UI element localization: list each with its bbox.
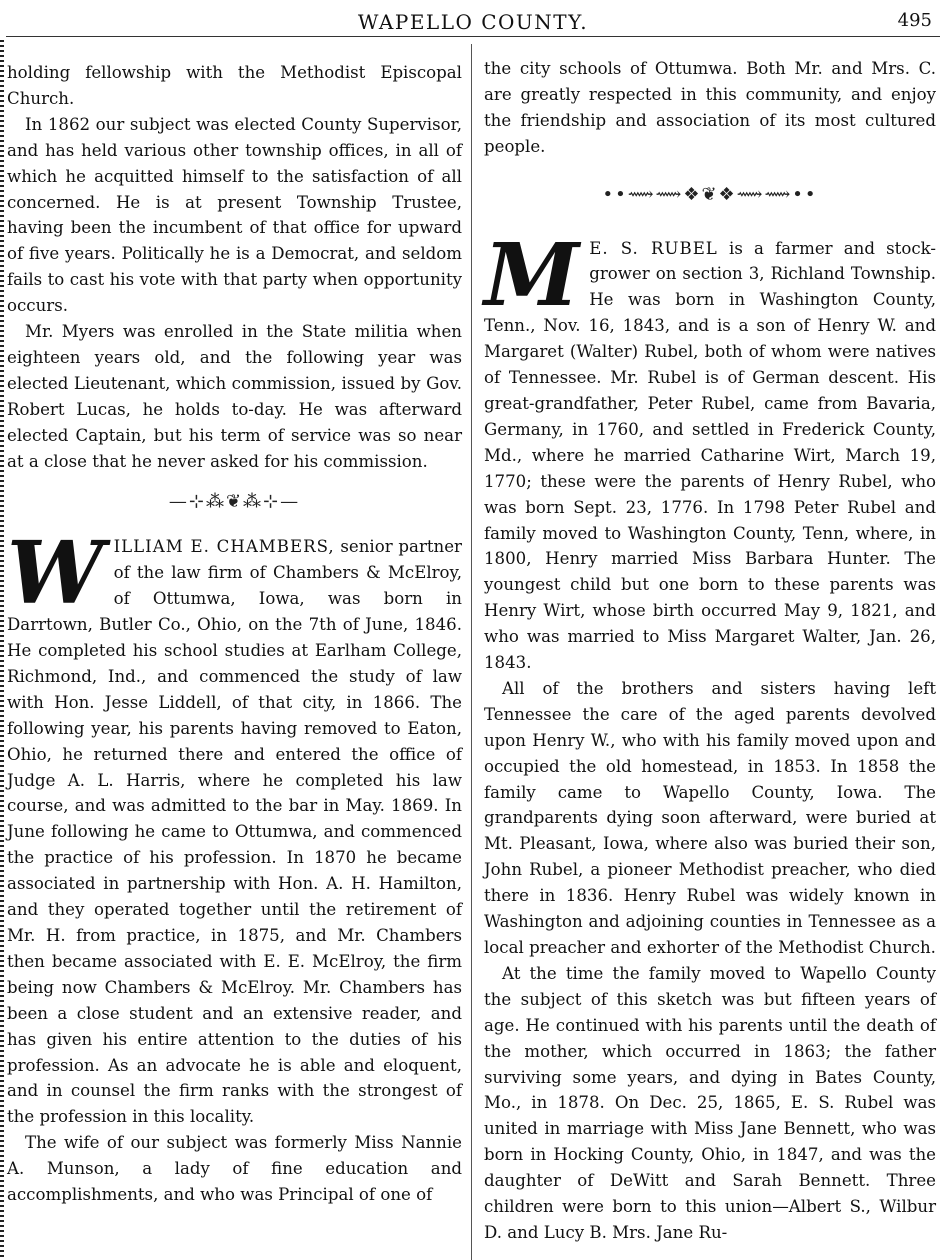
paragraph: The wife of our subject was formerly Miss Nannie A. Munson, a lady of fine education and accomplishments, and who was Principal of one of	[7, 1133, 462, 1205]
drop-cap: M	[484, 224, 580, 326]
paragraph: the city schools of Ottumwa. Both Mr. and Mrs. C. are greatly respected in this community, and enjoy the friendship and association of its most cultured people.	[484, 59, 936, 156]
page-header	[0, 8, 946, 36]
paragraph: holding fellowship with the Methodist Episcopal Church.	[7, 63, 462, 108]
paragraph: In 1862 our subject was elected County Supervisor, and has held various other township offices, in all of which he acquitted himself to the satisfaction of all concerned. He is at present Township Trustee, having been the incumbent of that office for upward of five years. Politically he is a Democrat, and seldom fails to cast his vote with that party when opportunity occurs.	[7, 114, 462, 316]
paragraph: All of the brothers and sisters having left Tennessee the care of the aged parents devolved upon Henry W., who with his family moved upon and occupied the old homestead, in 1853. In 1858 the family came to Wapello County, Iowa. The grandparents dying soon afterward, were buried at Mt. Pleasant, Iowa, where also was buried their son, John Rubel, a pioneer Methodist preacher, who died there in 1836. Henry Rubel was widely known in Washington and adjoining counties in Tennessee as a local preacher and exhorter of the Methodist Church.	[484, 678, 936, 957]
header-rule	[6, 36, 940, 37]
paragraph: Mr. Myers was enrolled in the State militia when eighteen years old, and the following year was elected Lieutenant, which commission, issued by Gov. Robert Lucas, he holds to-day. He was afterward elected Captain, but his term of service was so near at a close that he never asked for his commission.	[7, 322, 462, 471]
page-edge-border	[0, 40, 4, 1260]
drop-cap: W	[7, 523, 104, 625]
column-divider	[471, 44, 472, 1260]
section-ornament: —⊹⁂❦⁂⊹—	[168, 490, 301, 512]
biography-chambers	[7, 523, 462, 1130]
paragraph: At the time the family moved to Wapello County the subject of this sketch was but fifteen years of age. He continued with his parents until the death of the mother, which occurred in 1863; the father surviving some years, and dying in Bates County, Mo., in 1878. On Dec. 25, 1865, E. S. Rubel was united in marriage with Miss Jane Bennett, who was born in Hocking County, Ohio, in 1847, and was the daughter of DeWitt and Sarah Bennett. Three children were born to this union—Albert S., Wilbur D. and Lucy B. Mrs. Jane Ru-	[484, 963, 936, 1242]
biography-rubel	[484, 224, 936, 676]
left-column	[7, 60, 462, 1208]
section-ornament: ••⟿⟿❖❦❖⟿⟿••	[602, 183, 818, 205]
paragraph-text: is a farmer and stock-grower on section 3, Richland Township. He was born in Washington County, Tenn., Nov. 16, 1843, and is a son of Henry W. and Margaret (Walter) Rubel, both of whom were natives of Tennessee. Mr. Rubel is of German descent. His great-grandfather, Peter Rubel, came from Bavaria, Germany, in 1760, and settled in Frederick County, Md., where he married Catharine Wirt, March 19, 1770; these were the parents of Henry Rubel, who was born Sept. 23, 1776. In 1798 Peter Rubel and family moved to Washington County, Tenn, where, in 1800, Henry married Miss Barbara Hunter. The youngest child but one born to these parents was Henry Wirt, whose birth occurred May 9, 1821, and who was married to Miss Margaret Walter, Jan. 26, 1843.	[484, 238, 936, 673]
running-head: WAPELLO COUNTY.	[357, 10, 589, 34]
page-number: 495	[897, 10, 932, 31]
subject-name: E. S. RUBEL	[589, 238, 718, 258]
subject-name: ILLIAM E. CHAMBERS,	[113, 537, 335, 557]
paragraph-text: senior partner of the law firm of Chambers & McElroy, of Ottumwa, Iowa, was born in Darrtown, Butler Co., Ohio, on the 7th of June, 1846. He completed his school studies at Earlham College, Richmond, Ind., and commenced the study of law with Hon. Jesse Liddell, of that city, in 1866. The following year, his parents having removed to Eaton, Ohio, he returned there and entered the office of Judge A. L. Harris, where he completed his law course, and was admitted to the bar in May. 1869. In June following he came to Ottumwa, and commenced the practice of his profession. In 1870 he became associated in partnership with Hon. A. H. Hamilton, and they operated together until the retirement of Mr. H. from practice, in 1875, and Mr. Chambers then became associated with E. E. McElroy, the firm being now Chambers & McElroy. Mr. Chambers has been a close student and an extensive reader, and has given his entire attention to the duties of his profession. As an advocate he is able and eloquent, and in counsel the firm ranks with the strongest of the profession in this locality.	[7, 537, 462, 1127]
right-column	[484, 56, 936, 1246]
